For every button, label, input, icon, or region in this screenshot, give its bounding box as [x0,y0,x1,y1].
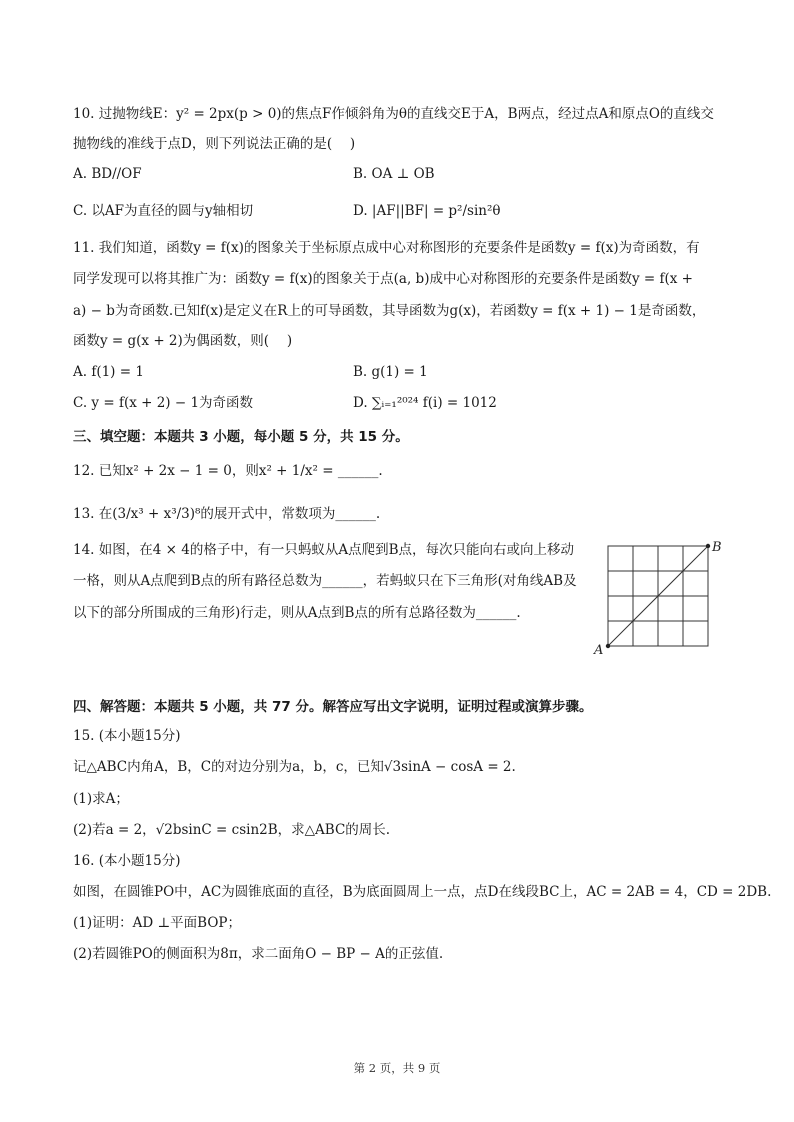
section-3-heading: 三、填空题：本题共 3 小题，每小题 5 分，共 15 分。 [73,429,409,445]
q11-option-a: A. f(1) = 1 [73,364,144,380]
q11-option-b: B. g(1) = 1 [353,364,428,380]
q15-header: 15. (本小题15分) [73,728,181,744]
q10-option-c: C. 以AF为直径的圆与y轴相切 [73,203,254,219]
q15-line-3: (2)若a = 2，√2bsinC = csin2B，求△ABC的周长. [73,822,391,838]
q16-line-3: (2)若圆锥PO的侧面积为8π，求二面角O − BP − A的正弦值. [73,946,444,962]
q10-option-d: D. |AF||BF| = p²/sin²θ [353,203,501,219]
q16-header: 16. (本小题15分) [73,853,181,869]
section-4-heading: 四、解答题：本题共 5 小题，共 77 分。解答应写出文字说明，证明过程或演算步骤。 [73,699,593,715]
q15-line-1: 记△ABC内角A，B，C的对边分别为a，b，c，已知√3sinA − cosA = 2. [73,759,516,775]
q16-line-1: 如图，在圆锥PO中，AC为圆锥底面的直径，B为底面圆周上一点，点D在线段BC上，AC = 2AB = 4，CD = 2DB. [73,884,772,900]
q10-line-1: 10. 过抛物线E：y² = 2px(p > 0)的焦点F作倾斜角为θ的直线交E于A，B两点，经过点A和原点O的直线交 [73,106,714,122]
q10-option-a: A. BD//OF [73,166,142,182]
q11-line-4: 函数y = g(x + 2)为偶函数，则( ) [73,333,293,349]
label-b: B [712,540,722,555]
q11-line-3: a) − b为奇函数.已知f(x)是定义在R上的可导函数，其导函数为g(x)，若函数y = f(x + 1) − 1是奇函数， [73,303,706,319]
q13-text: 13. 在(3/x³ + x³/3)⁸的展开式中，常数项为______. [73,506,381,522]
q10-option-b: B. OA ⊥ OB [353,166,435,182]
q11-option-c: C. y = f(x + 2) − 1为奇函数 [73,395,254,411]
q14-line-1: 14. 如图，在4 × 4的格子中，有一只蚂蚁从A点爬到B点，每次只能向右或向上移动 [73,542,575,558]
q15-line-2: (1)求A； [73,791,129,807]
q14-line-2: 一格，则从A点爬到B点的所有路径总数为______，若蚂蚁只在下三角形(对角线AB及 [73,573,577,589]
q11-line-2: 同学发现可以将其推广为：函数y = f(x)的图象关于点(a, b)成中心对称图形的充要条件是函数y = f(x + [73,271,693,287]
q10-line-2: 抛物线的准线于点D，则下列说法正确的是( ) [73,136,356,152]
q16-line-2: (1)证明：AD ⊥平面BOP； [73,915,242,931]
label-a: A [594,643,604,658]
page-footer: 第 2 页，共 9 页 [353,1061,441,1075]
q12-text: 12. 已知x² + 2x − 1 = 0，则x² + 1/x² = ______. [73,463,383,479]
q14-line-3: 以下的部分所围成的三角形)行走，则从A点到B点的所有总路径数为______. [73,605,521,621]
q11-option-d: D. ∑ᵢ₌₁²⁰²⁴ f(i) = 1012 [353,395,497,411]
grid-figure [592,538,732,660]
point-b [706,544,710,548]
point-a [606,644,610,648]
q11-line-1: 11. 我们知道，函数y = f(x)的图象关于坐标原点成中心对称图形的充要条件是函数y = f(x)为奇函数，有 [73,240,700,256]
